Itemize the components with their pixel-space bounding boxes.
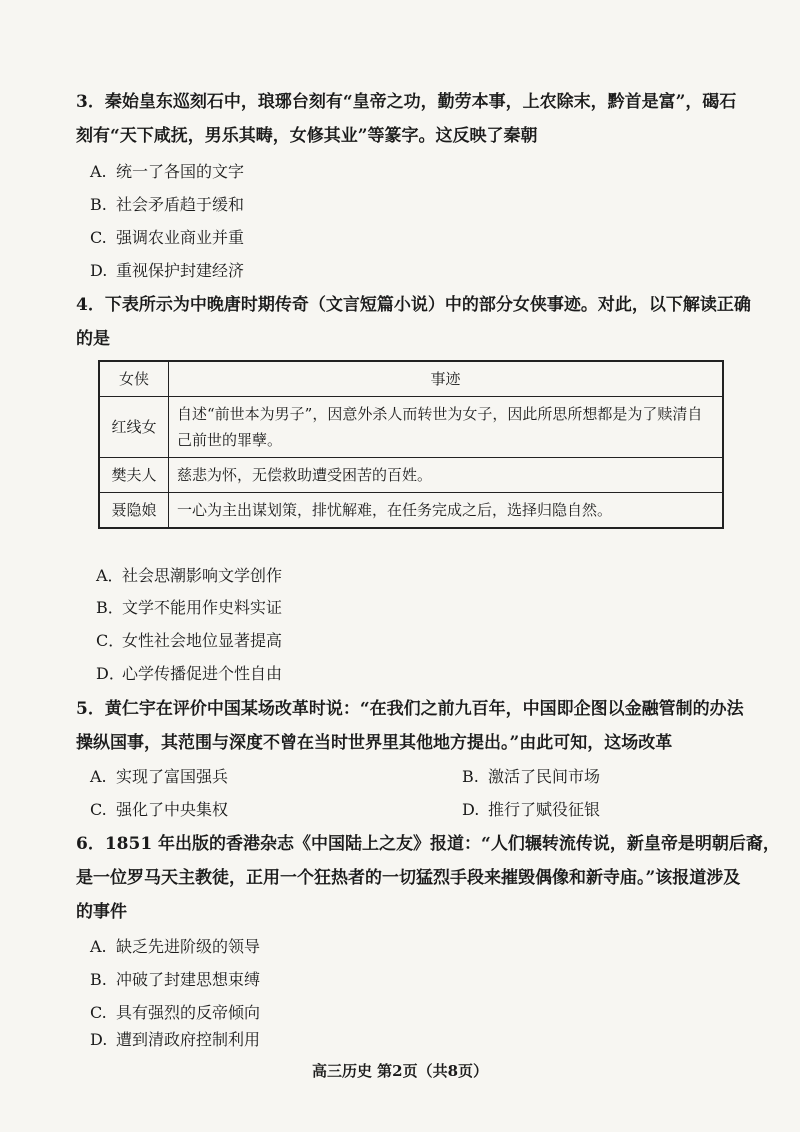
question-5-stem-line-1: 5．黄仁宇在评价中国某场改革时说：“在我们之前九百年，中国即企图以金融管制的办法 [76,699,744,719]
option-key: C． [96,631,125,650]
table-header-row [99,361,723,397]
option-text: 缺乏先进阶级的领导 [116,937,261,956]
question-5-stem-line-2: 操纵国事，其范围与深度不曾在当时世界里其他地方提出。”由此可知，这场改革 [76,733,673,753]
table-header-cell: 事迹 [169,361,724,397]
table-cell-name: 聂隐娘 [99,493,169,529]
option-text: 遭到清政府控制利用 [116,1030,261,1049]
table-header-cell: 女侠 [99,361,169,397]
option-key: B． [96,598,124,617]
option-text: 社会矛盾趋于缓和 [116,195,245,214]
option-key: C. [90,228,107,247]
option-key: A． [96,566,124,585]
option-key: A. [90,937,107,956]
option-key: D. [90,261,108,280]
option-key: B. [90,970,107,989]
option-key: C. [90,800,107,819]
option-text: 统一了各国的文字 [116,162,245,181]
table-row [99,458,723,493]
question-4-option-d[interactable] [96,662,282,686]
question-3-option-d[interactable] [90,259,244,283]
question-3-option-c[interactable] [90,226,244,250]
question-4-option-c[interactable] [96,629,282,653]
option-text: 社会思潮影响文学创作 [122,566,283,585]
question-5-option-d[interactable] [462,798,600,822]
table-cell-name: 樊夫人 [99,458,169,493]
question-3-option-a[interactable] [90,160,244,184]
option-key: D. [462,800,480,819]
question-6-option-d[interactable] [90,1028,260,1052]
option-text: 文学不能用作史料实证 [122,598,283,617]
option-text: 女性社会地位显著提高 [122,631,283,650]
question-6-stem-line-3: 的事件 [76,902,127,922]
question-5-option-a[interactable] [90,765,228,789]
option-key: B. [462,767,479,786]
option-key: C. [90,1003,107,1022]
table-cell-deed: 一心为主出谋划策，排忧解难，在任务完成之后，选择归隐自然。 [169,493,724,529]
question-4-option-b[interactable] [96,596,282,620]
table-row [99,397,723,458]
option-key: D． [96,664,125,683]
question-4-stem-line-1: 4．下表所示为中晚唐时期传奇（文言短篇小说）中的部分女侠事迹。对此，以下解读正确 [76,295,751,315]
table-cell-deed: 自述“前世本为男子”，因意外杀人而转世为女子，因此所思所想都是为了赎清自己前世的罪孽。 [169,397,724,458]
option-text: 实现了富国强兵 [116,767,229,786]
question-3-stem-line-1: 3．秦始皇东巡刻石中，琅琊台刻有“皇帝之功，勤劳本事，上农除末，黔首是富”，碣石 [76,92,737,112]
question-3-stem-line-2: 刻有“天下咸抚，男乐其畴，女修其业”等篆字。这反映了秦朝 [76,126,538,146]
option-key: A. [90,767,107,786]
option-text: 推行了赋役征银 [488,800,601,819]
option-text: 激活了民间市场 [488,767,601,786]
question-4-option-a[interactable] [96,564,282,588]
question-6-option-b[interactable] [90,968,260,992]
option-key: B. [90,195,107,214]
question-6-option-a[interactable] [90,935,260,959]
option-text: 心学传播促进个性自由 [122,664,283,683]
option-text: 强调农业商业并重 [116,228,245,247]
option-text: 强化了中央集权 [116,800,229,819]
question-4-stem-line-2: 的是 [76,329,110,349]
option-key: D. [90,1030,108,1049]
question-5-option-b[interactable] [462,765,600,789]
question-6-stem-line-1: 6．1851 年出版的香港杂志《中国陆上之友》报道：“人们辗转流传说，新皇帝是明朝后裔， [76,834,780,854]
option-text: 具有强烈的反帝倾向 [116,1003,261,1022]
option-text: 冲破了封建思想束缚 [116,970,261,989]
table-cell-name: 红线女 [99,397,169,458]
option-text: 重视保护封建经济 [116,261,245,280]
question-6-stem-line-2: 是一位罗马天主教徒，正用一个狂热者的一切猛烈手段来摧毁偶像和新寺庙。”该报道涉及 [76,868,741,888]
page-footer: 高三历史 第2页（共8页） [311,1062,489,1080]
question-3-option-b[interactable] [90,193,244,217]
heroine-table [98,360,724,529]
option-key: A. [90,162,107,181]
table-cell-deed: 慈悲为怀，无偿救助遭受困苦的百姓。 [169,458,724,493]
question-6-option-c[interactable] [90,1001,260,1025]
table-row [99,493,723,529]
question-5-option-c[interactable] [90,798,228,822]
